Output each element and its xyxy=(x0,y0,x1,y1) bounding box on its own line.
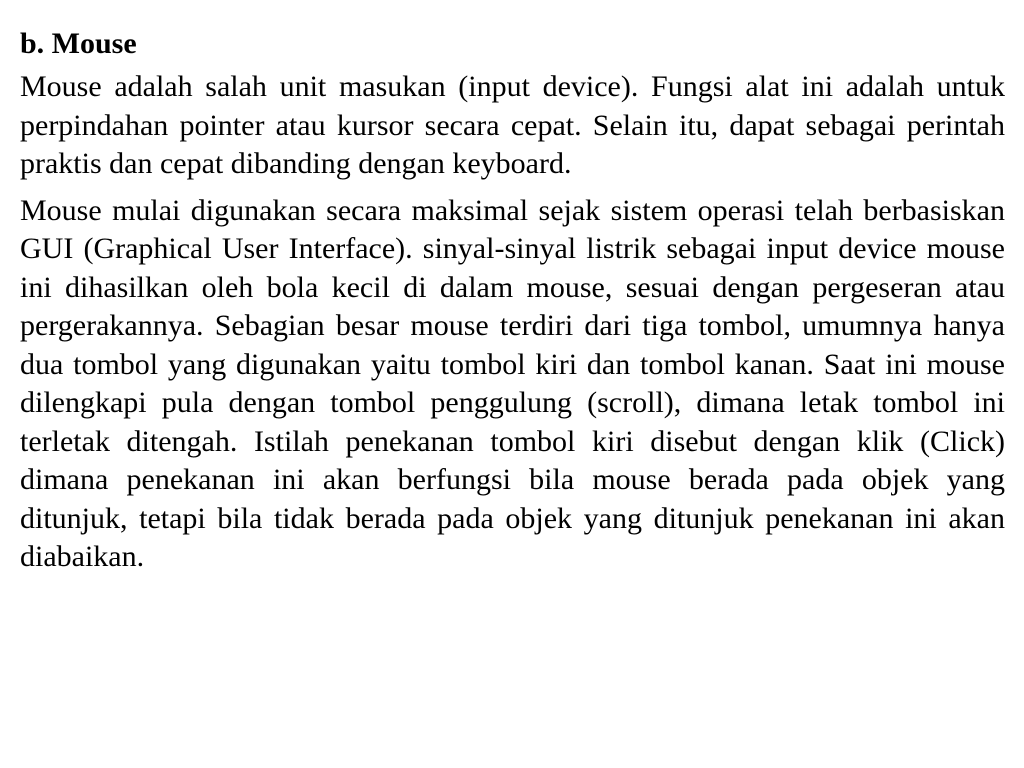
paragraph-definition: Mouse adalah salah unit masukan (input device). Fungsi alat ini adalah untuk perpindahan pointer atau kursor secara cepat. Selain itu, dapat sebagai perintah praktis dan cepat dibanding dengan keyboard. xyxy=(20,70,1005,180)
paragraph-history-and-usage: Mouse mulai digunakan secara maksimal sejak sistem operasi telah berbasiskan GUI (Graphical User Interface). sinyal-sinyal listrik sebagai input device mouse ini dihasilkan oleh bola kecil di dalam mouse, sesuai dengan pergeseran atau pergerakannya. Sebagian besar mouse terdiri dari tiga tombol, umumnya hanya dua tombol yang digunakan yaitu tombol kiri dan tombol kanan. Saat ini mouse dilengkapi pula dengan tombol penggulung (scroll), dimana letak tombol ini terletak ditengah. Istilah penekanan tombol kiri disebut dengan klik (Click) dimana penekanan ini akan berfungsi bila mouse berada pada objek yang ditunjuk, tetapi bila tidak berada pada objek yang ditunjuk penekanan ini akan diabaikan. xyxy=(20,193,1005,573)
section-heading: b. Mouse xyxy=(20,27,137,60)
